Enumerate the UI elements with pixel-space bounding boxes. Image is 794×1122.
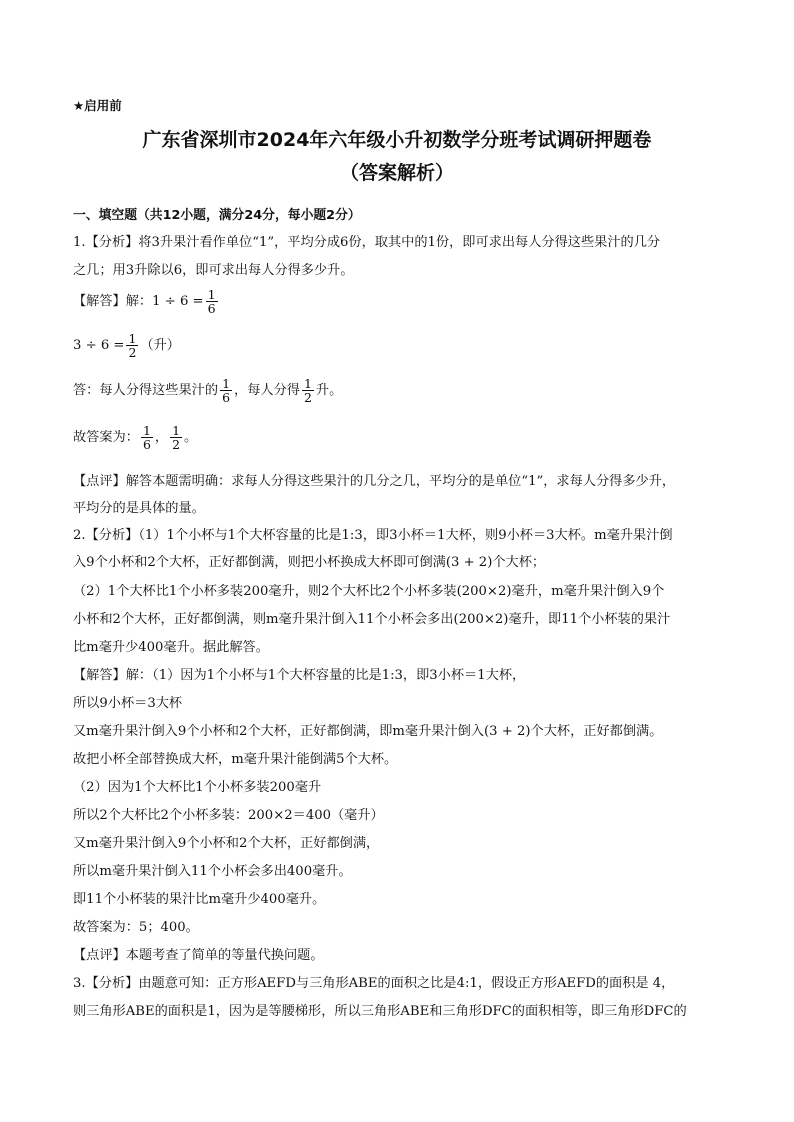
fraction-one-sixth [220,377,232,404]
q1-final-end: 。 [184,430,198,446]
q1-answer-line [73,377,342,404]
fraction-one-half [302,377,314,404]
q2-line-11: 所以2个大杯比2个小杯多装：200×2＝400（毫升） [73,808,384,823]
q2-line-3: （2）1个大杯比1个小杯多装200毫升，则2个大杯比2个小杯多装(200×2)毫升，m毫升果汁倒入9个 [73,584,665,599]
q2-line-13: 所以m毫升果汁倒入11个小杯会多出400毫升。 [73,864,352,879]
q1-answer-part-c: 升。 [315,383,343,399]
fraction-denominator: 6 [222,390,231,406]
q2-line-16: 【点评】本题考查了简单的等量代换问题。 [73,948,324,963]
fraction-one-sixth [206,288,218,315]
confidential-mark: ★启用前 [73,98,122,113]
q1-answer-part-b: ，每人分得 [234,383,300,399]
q3-line-2: 则三角形ABE的面积是1，因为是等腰梯形，所以三角形ABE和三角形DFC的面积相等，即三角形DFC的 [73,1004,687,1019]
q2-line-7: 所以9小杯＝3大杯 [73,696,183,711]
q2-line-12: 又m毫升果汁倒入9个小杯和2个大杯，正好都倒满， [73,836,380,851]
q2-line-8: 又m毫升果汁倒入9个小杯和2个大杯，正好都倒满，即m毫升果汁倒入(3 + 2)个大杯，正好都倒满。 [73,724,663,739]
q1-comment-line-2: 平均分的是具体的量。 [73,501,205,516]
q2-line-1: 2.【分析】（1）1个小杯与1个大杯容量的比是1:3，即3小杯＝1大杯，则9小杯＝3大杯。m毫升果汁倒 [73,528,673,543]
q2-line-5: 比m毫升少400毫升。据此解答。 [73,640,269,655]
fraction-denominator: 6 [207,301,216,317]
fraction-numerator: 1 [222,376,231,391]
q1-solve-line [73,288,220,315]
document-subtitle: （答案解析） [339,162,454,184]
q1-final-separator: ， [154,430,169,446]
q2-line-6: 【解答】解：（1）因为1个小杯与1个大杯容量的比是1:3，即3小杯＝1大杯， [73,668,526,683]
document-title: 广东省深圳市2024年六年级小升初数学分班考试调研押题卷 [142,129,652,151]
fraction-denominator: 2 [172,437,181,453]
fraction-denominator: 2 [303,390,312,406]
fraction-one-half [170,424,182,451]
q3-line-1: 3.【分析】由题意可知：正方形AEFD与三角形ABE的面积之比是4:1，假设正方形AEFD的面积是 4， [73,976,675,991]
fraction-one-half [126,332,138,359]
q1-calc2-line [73,332,180,359]
section-heading: 一、填空题（共12小题，满分24分，每小题2分） [73,208,361,223]
q1-analysis-line-1: 1.【分析】将3升果汁看作单位“1”，平均分成6份，取其中的1份，即可求出每人分得这些果汁的几分 [73,235,661,250]
q2-line-10: （2）因为1个大杯比1个小杯多装200毫升 [73,780,322,795]
q2-line-9: 故把小杯全部替换成大杯，m毫升果汁能倒满5个大杯。 [73,752,398,767]
q1-solve-expr: 1 ÷ 6 = [152,294,204,310]
fraction-numerator: 1 [172,423,181,438]
fraction-numerator: 1 [303,376,312,391]
q2-line-2: 入9个小杯和2个大杯，正好都倒满，则把小杯换成大杯即可倒满(3 + 2)个大杯； [73,555,546,570]
fraction-denominator: 2 [128,345,137,361]
fraction-numerator: 1 [207,287,216,302]
fraction-numerator: 1 [128,331,137,346]
q2-line-15: 故答案为：5；400。 [73,920,199,935]
fraction-denominator: 6 [142,437,151,453]
q1-final-answer-line [73,424,197,451]
q2-line-14: 即11个小杯装的果汁比m毫升少400毫升。 [73,892,326,907]
fraction-numerator: 1 [142,423,151,438]
q1-calc2-unit: （升） [140,338,180,354]
q1-final-prefix: 故答案为： [73,430,139,446]
q2-line-4: 小杯和2个大杯，正好都倒满，则m毫升果汁倒入11个小杯会多出(200×2)毫升，即11个小杯装的果汁 [73,612,671,627]
q1-analysis-line-2: 之几；用3升除以6，即可求出每人分得多少升。 [73,263,354,278]
q1-solve-prefix: 【解答】解： [73,294,153,310]
q1-calc2-expr: 3 ÷ 6 = [73,338,125,354]
q1-answer-part-a: 答：每人分得这些果汁的 [73,383,219,399]
q1-comment-line-1: 【点评】解答本题需明确：求每人分得这些果汁的几分之几，平均分的是单位“1”，求每人分得多少升， [73,474,676,489]
fraction-one-sixth [141,424,153,451]
